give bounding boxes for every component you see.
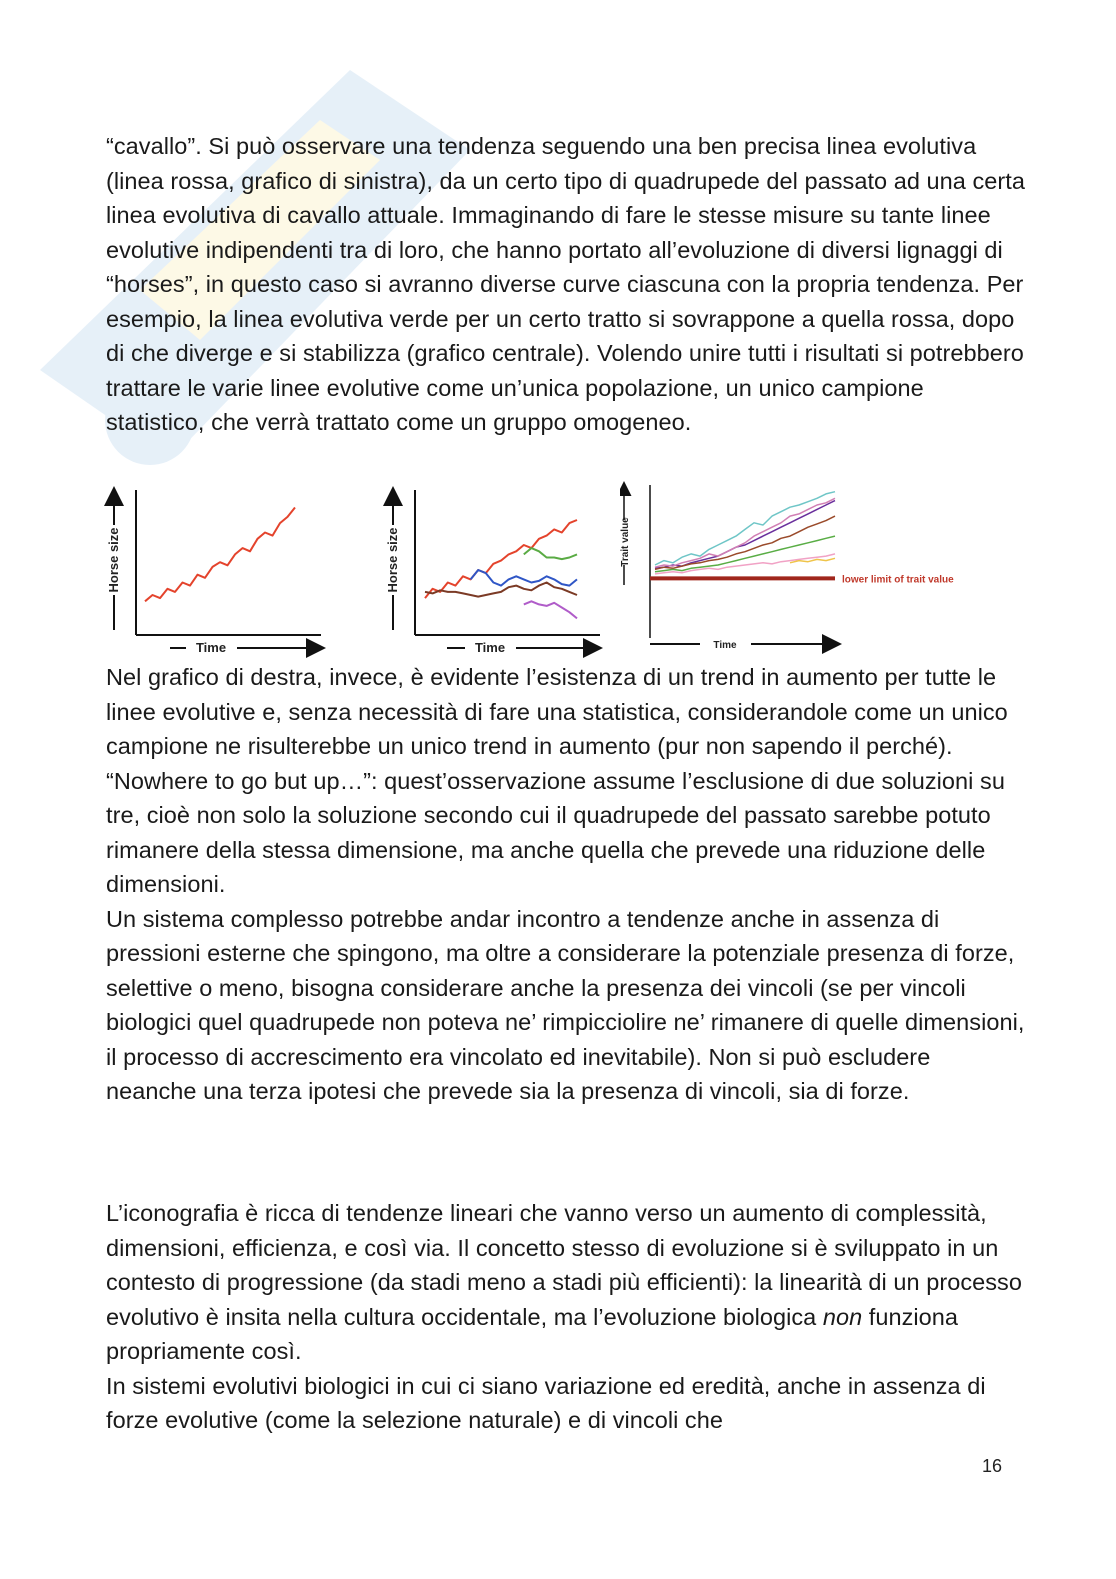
text-block-bottom bbox=[106, 1196, 1026, 1438]
paragraph-3: “Nowhere to go but up…”: quest’osservazione assume l’esclusione di due soluzioni su tre, cioè non solo la soluzione secondo cui il quadrupede del passato sarebbe potuto rimanere della stessa dimensione, ma anche quella che prevede una riduzione delle dimensioni. bbox=[106, 767, 1005, 897]
paragraph-6: In sistemi evolutivi biologici in cui ci siano variazione ed eredità, anche in assenza di forze evolutive (come la selezione naturale) e di vincoli che bbox=[106, 1372, 986, 1433]
text-block-top bbox=[106, 129, 1026, 440]
paragraph-5-part-2: funziona propriamente così. bbox=[106, 1303, 959, 1364]
chart-horse-size-single bbox=[100, 480, 345, 660]
series-line-red bbox=[145, 508, 295, 602]
page-number: 16 bbox=[982, 1456, 1003, 1476]
chart-trait-value bbox=[620, 480, 975, 660]
series-line-purple bbox=[524, 601, 577, 618]
x-axis-label: Time bbox=[713, 640, 737, 651]
series-line-green bbox=[524, 548, 577, 559]
chart-horse-size-multiple bbox=[377, 480, 622, 660]
figure-row bbox=[100, 480, 980, 660]
paragraph-5-part-1: L’iconografia è ricca di tendenze lineari che vanno verso un aumento di complessità, dimensioni, efficienza, e così via. Il concetto stesso di evoluzione si è sviluppato in un contesto di progressione (da stadi meno a stadi più efficienti): la linearità di un processo evolutivo è insita nella cultura occidentale, ma l’evoluzione biologica bbox=[106, 1200, 1022, 1330]
x-axis-label: Time bbox=[474, 640, 506, 655]
series-line-cyan bbox=[655, 492, 835, 565]
y-axis-label: Horse size bbox=[385, 527, 400, 593]
paragraph-1: “cavallo”. Si può osservare una tendenza seguendo una ben precisa linea evolutiva (linea rossa, grafico di sinistra), da un certo tipo di quadrupede del passato ad una certa linea evolutiva di cavallo attuale. Immaginando di fare le stesse misure su tante linee evolutive indipendenti tra di loro, che hanno portato all’evoluzione di diversi lignaggi di “horses”, in questo caso si avranno diverse curve ciascuna con la propria tendenza. Per esempio, la linea evolutiva verde per un certo tratto si sovrappone a quella rossa, dopo di che diverge e si stabilizza (grafico centrale). Volendo unire tutti i risultati si potrebbero trattare le varie linee evolutive come un’unica popolazione, un unico campione statistico, che verrà trattato come un gruppo omogeneo. bbox=[106, 133, 1025, 435]
x-axis-label: Time bbox=[195, 640, 227, 655]
text-block-middle bbox=[106, 660, 1026, 1109]
y-axis-label: Horse size bbox=[106, 527, 121, 593]
paragraph-4: Un sistema complesso potrebbe andar incontro a tendenze anche in assenza di pressioni esterne che spingono, ma oltre a considerare la potenziale presenza di forze, selettive o meno, bisogna considerare anche la presenza dei vincoli (se per vincoli biologici quel quadrupede non poteva ne’ rimpicciolire ne’ rimanere di quelle dimensioni, il processo di accrescimento era vincolato ed inevitabile). Non si può escludere neanche una terza ipotesi che prevede sia la presenza di vincoli, sia di forze. bbox=[106, 905, 1025, 1104]
lower-limit-annotation: lower limit of trait value bbox=[842, 574, 954, 586]
paragraph-5-italic: non bbox=[822, 1303, 863, 1330]
paragraph-2: Nel grafico di destra, invece, è evidente l’esistenza di un trend in aumento per tutte le linee evolutive e, senza necessità di fare una statistica, considerandole come un unico campione ne risulterebbe un unico trend in aumento (pur non sapendo il perché). bbox=[106, 664, 1008, 759]
paragraph-5 bbox=[106, 1196, 1026, 1369]
y-axis-label: Trait value bbox=[620, 517, 631, 567]
